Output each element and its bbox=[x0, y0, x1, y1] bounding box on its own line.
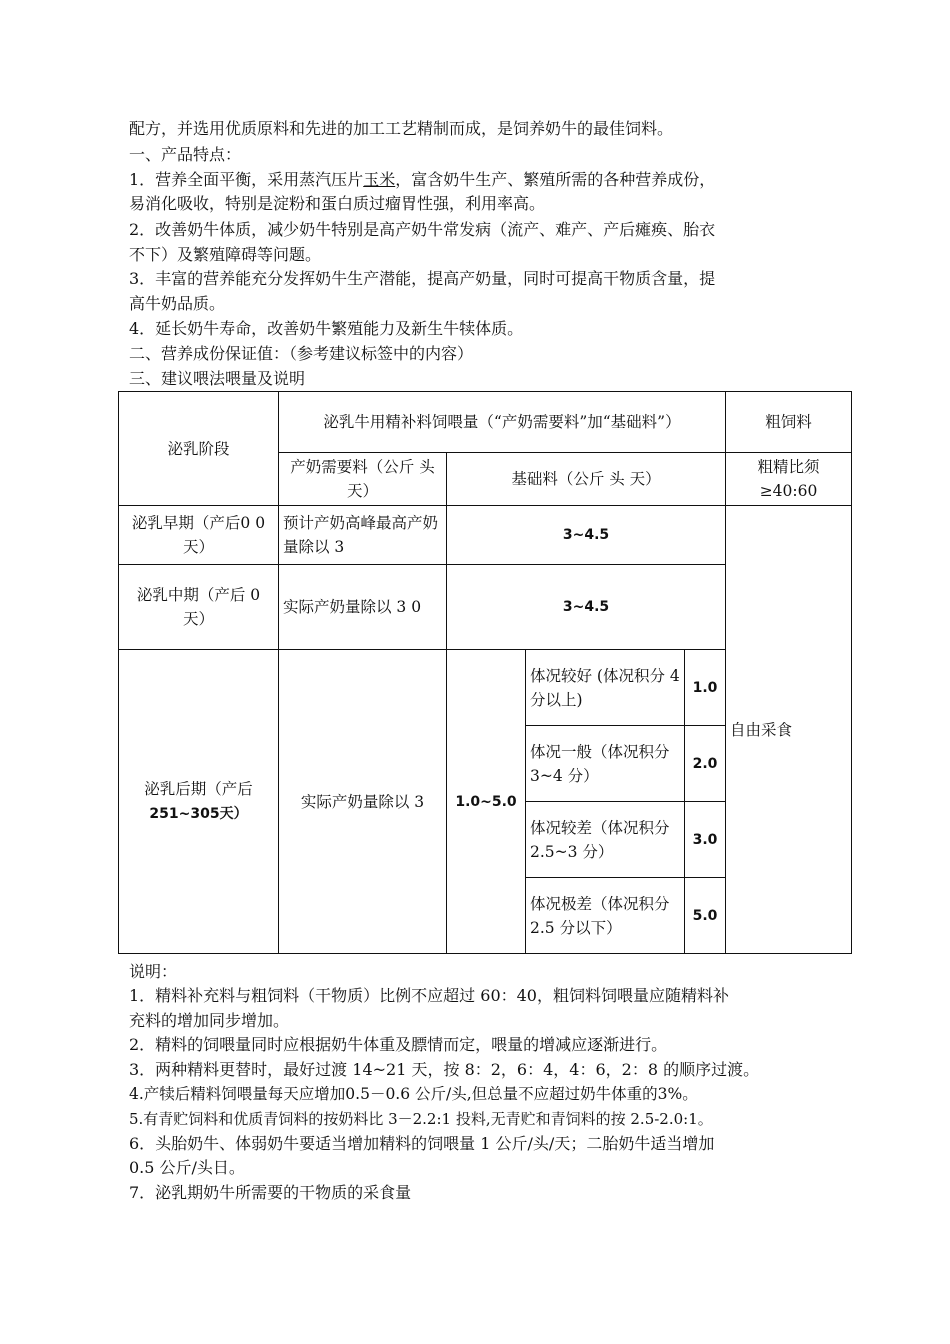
stage-late-line1: 泌乳后期（产后 bbox=[144, 780, 253, 798]
note-1: 1．精料补充料与粗饲料（干物质）比例不应超过 60：40，粗饲料饲喂量应随精料补 bbox=[129, 986, 729, 1005]
table-row-early bbox=[119, 506, 852, 565]
feature-2-cont: 不下）及繁殖障碍等问题。 bbox=[129, 245, 322, 264]
condition-label: 体况较差（体况积分 2.5~3 分） bbox=[526, 802, 685, 878]
note-1-cont: 充料的增加同步增加。 bbox=[129, 1011, 290, 1030]
note-2: 2．精料的饲喂量同时应根据奶牛体重及膘情而定，喂量的增减应逐渐进行。 bbox=[129, 1035, 668, 1054]
stage-mid: 泌乳中期（产后 0 天） bbox=[119, 565, 279, 650]
header-ratio: 粗精比须≥40:60 bbox=[726, 453, 852, 506]
stage-late-line2: 251~305天） bbox=[149, 806, 248, 822]
section-heading-features: 一、产品特点： bbox=[129, 145, 242, 164]
table-header-row bbox=[119, 392, 852, 453]
note-5: 5.有青贮饲料和优质青饲料的按奶料比 3－2.2:1 投料,无青贮和青饲料的按 2.5-2.0:1。 bbox=[129, 1110, 713, 1128]
condition-label: 体况较好 (体况积分 4 分以上) bbox=[526, 650, 685, 726]
notes-title: 说明： bbox=[129, 962, 178, 981]
header-stage: 泌乳阶段 bbox=[119, 392, 279, 506]
intro-line: 配方，并选用优质原料和先进的加工工艺精制而成，是饲养奶牛的最佳饲料。 bbox=[129, 119, 674, 138]
feature-3: 3．丰富的营养能充分发挥奶牛生产潜能，提高产奶量，同时可提高干物质含量，提 bbox=[129, 269, 716, 288]
note-4: 4.产犊后精料饲喂量每天应增加0.5－0.6 公斤/头,但总量不应超过奶牛体重的3%。 bbox=[129, 1085, 698, 1103]
feeding-table bbox=[118, 391, 852, 954]
condition-label: 体况一般（体况积分 3~4 分） bbox=[526, 726, 685, 802]
feature-3-cont: 高牛奶品质。 bbox=[129, 294, 226, 313]
feature-2: 2．改善奶牛体质，减少奶牛特别是高产奶牛常发病（流产、难产、产后瘫痪、胎衣 bbox=[129, 220, 716, 239]
feature-1 bbox=[129, 169, 715, 191]
section-heading-feeding: 三、建议喂法喂量及说明 bbox=[129, 369, 306, 388]
early-milk-need: 预计产奶高峰最高产奶量除以 3 bbox=[279, 506, 447, 565]
header-milk-need: 产奶需要料（公斤 头 天） bbox=[279, 453, 447, 506]
note-6-cont: 0.5 公斤/头日。 bbox=[129, 1158, 245, 1177]
feature-1-post: ，富含奶牛生产、繁殖所需的各种营养成份， bbox=[395, 170, 716, 189]
header-roughage: 粗饲料 bbox=[726, 392, 852, 453]
early-base-feed: 3~4.5 bbox=[447, 506, 726, 565]
feature-1-underlined: 玉米 bbox=[363, 170, 396, 189]
note-3: 3．两种精料更替时，最好过渡 14~21 天，按 8：2，6：4，4：6，2：8 的顺序过渡。 bbox=[129, 1060, 760, 1079]
condition-value: 1.0 bbox=[685, 650, 726, 726]
late-base-feed: 1.0~5.0 bbox=[447, 650, 526, 954]
feature-4: 4．延长奶牛寿命，改善奶牛繁殖能力及新生牛犊体质。 bbox=[129, 319, 524, 338]
mid-base-feed: 3~4.5 bbox=[447, 565, 726, 650]
header-concentrate: 泌乳牛用精补料饲喂量（“产奶需要料”加“基础料”） bbox=[279, 392, 726, 453]
roughage-free: 自由采食 bbox=[726, 506, 852, 954]
condition-value: 2.0 bbox=[685, 726, 726, 802]
condition-value: 3.0 bbox=[685, 802, 726, 878]
note-6: 6．头胎奶牛、体弱奶牛要适当增加精料的饲喂量 1 公斤/头/天；二胎奶牛适当增加 bbox=[129, 1134, 715, 1153]
late-milk-need: 实际产奶量除以 3 bbox=[279, 650, 447, 954]
section-heading-nutrition: 二、营养成份保证值：（参考建议标签中的内容） bbox=[129, 344, 474, 363]
condition-label: 体况极差（体况积分 2.5 分以下） bbox=[526, 878, 685, 954]
condition-value: 5.0 bbox=[685, 878, 726, 954]
mid-milk-need: 实际产奶量除以 3 0 bbox=[279, 565, 447, 650]
stage-early: 泌乳早期（产后0 0天） bbox=[119, 506, 279, 565]
stage-late bbox=[119, 650, 279, 954]
feature-1-pre: 1．营养全面平衡，采用蒸汽压片 bbox=[129, 170, 364, 189]
note-7: 7．泌乳期奶牛所需要的干物质的采食量 bbox=[129, 1183, 412, 1202]
feature-1-cont: 易消化吸收，特别是淀粉和蛋白质过瘤胃性强，利用率高。 bbox=[129, 194, 546, 213]
header-base-feed: 基础料（公斤 头 天） bbox=[447, 453, 726, 506]
